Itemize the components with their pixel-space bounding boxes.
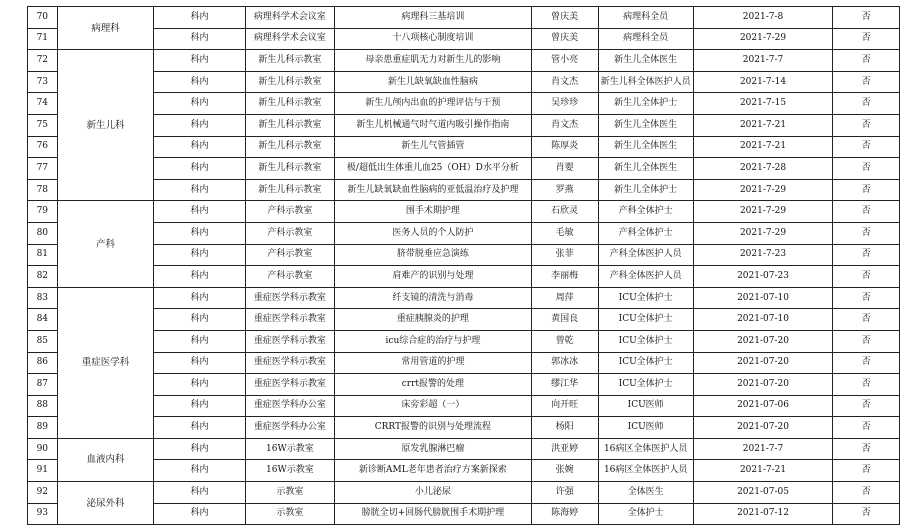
table-row xyxy=(28,266,900,288)
audience-cell: 产科全体护士 xyxy=(598,201,693,223)
row-number-cell: 88 xyxy=(28,395,58,417)
topic-cell: icu综合症的治疗与护理 xyxy=(335,330,531,352)
row-number-cell: 73 xyxy=(28,71,58,93)
audience-cell: 病理科全员 xyxy=(598,7,693,29)
department-cell: 泌尿外科 xyxy=(57,482,154,525)
speaker-cell: 张菲 xyxy=(531,244,598,266)
audience-cell: 新生儿全体护士 xyxy=(598,179,693,201)
audience-cell: 产科全体护士 xyxy=(598,222,693,244)
row-number-cell: 86 xyxy=(28,352,58,374)
audience-cell: ICU全体护士 xyxy=(598,287,693,309)
date-cell: 2021-07-10 xyxy=(693,309,833,331)
flag-cell: 否 xyxy=(833,7,900,29)
speaker-cell: 肖文杰 xyxy=(531,114,598,136)
table-row xyxy=(28,50,900,72)
audience-cell: 产科全体医护人员 xyxy=(598,266,693,288)
table-row xyxy=(28,503,900,525)
audience-cell: 产科全体医护人员 xyxy=(598,244,693,266)
location-cell: 重症医学科办公室 xyxy=(245,417,335,439)
department-cell: 产科 xyxy=(57,201,154,287)
category-cell: 科内 xyxy=(154,266,245,288)
date-cell: 2021-7-8 xyxy=(693,7,833,29)
speaker-cell: 毛敏 xyxy=(531,222,598,244)
speaker-cell: 石欣灵 xyxy=(531,201,598,223)
topic-cell: 脐带脱垂应急演练 xyxy=(335,244,531,266)
category-cell: 科内 xyxy=(154,460,245,482)
date-cell: 2021-07-20 xyxy=(693,330,833,352)
table-row xyxy=(28,71,900,93)
topic-cell: 常用管道的护理 xyxy=(335,352,531,374)
row-number-cell: 76 xyxy=(28,136,58,158)
flag-cell: 否 xyxy=(833,417,900,439)
table-row xyxy=(28,114,900,136)
table-row xyxy=(28,7,900,29)
row-number-cell: 81 xyxy=(28,244,58,266)
topic-cell: 新生儿缺氧缺血性脑病的亚低温治疗及护理 xyxy=(335,179,531,201)
speaker-cell: 向开旺 xyxy=(531,395,598,417)
speaker-cell: 曾乾 xyxy=(531,330,598,352)
row-number-cell: 72 xyxy=(28,50,58,72)
date-cell: 2021-07-20 xyxy=(693,417,833,439)
speaker-cell: 郭冰冰 xyxy=(531,352,598,374)
audience-cell: 新生儿全体医生 xyxy=(598,136,693,158)
speaker-cell: 肖文杰 xyxy=(531,71,598,93)
table-row xyxy=(28,309,900,331)
topic-cell: CRRT报警的识别与处理流程 xyxy=(335,417,531,439)
flag-cell: 否 xyxy=(833,438,900,460)
flag-cell: 否 xyxy=(833,352,900,374)
row-number-cell: 75 xyxy=(28,114,58,136)
category-cell: 科内 xyxy=(154,503,245,525)
table-row xyxy=(28,158,900,180)
date-cell: 2021-7-29 xyxy=(693,222,833,244)
date-cell: 2021-7-28 xyxy=(693,158,833,180)
table-row xyxy=(28,222,900,244)
date-cell: 2021-07-12 xyxy=(693,503,833,525)
location-cell: 新生儿科示教室 xyxy=(245,114,335,136)
audience-cell: 16病区全体医护人员 xyxy=(598,438,693,460)
date-cell: 2021-7-21 xyxy=(693,460,833,482)
category-cell: 科内 xyxy=(154,158,245,180)
category-cell: 科内 xyxy=(154,93,245,115)
department-cell: 血液内科 xyxy=(57,438,154,481)
topic-cell: 新生儿颅内出血的护理评估与干预 xyxy=(335,93,531,115)
flag-cell: 否 xyxy=(833,330,900,352)
category-cell: 科内 xyxy=(154,179,245,201)
table-row xyxy=(28,417,900,439)
flag-cell: 否 xyxy=(833,266,900,288)
topic-cell: 母亲患重症肌无力对新生儿的影响 xyxy=(335,50,531,72)
table-row xyxy=(28,287,900,309)
table-row xyxy=(28,352,900,374)
location-cell: 新生儿科示教室 xyxy=(245,179,335,201)
flag-cell: 否 xyxy=(833,114,900,136)
location-cell: 重症医学科办公室 xyxy=(245,395,335,417)
speaker-cell: 肖婴 xyxy=(531,158,598,180)
location-cell: 新生儿科示教室 xyxy=(245,158,335,180)
row-number-cell: 78 xyxy=(28,179,58,201)
location-cell: 病理科学术会议室 xyxy=(245,7,335,29)
row-number-cell: 93 xyxy=(28,503,58,525)
date-cell: 2021-7-29 xyxy=(693,28,833,50)
topic-cell: 新生儿缺氧缺血性脑病 xyxy=(335,71,531,93)
topic-cell: 医务人员的个人防护 xyxy=(335,222,531,244)
date-cell: 2021-7-15 xyxy=(693,93,833,115)
category-cell: 科内 xyxy=(154,438,245,460)
date-cell: 2021-07-20 xyxy=(693,352,833,374)
audience-cell: 病理科全员 xyxy=(598,28,693,50)
audience-cell: 新生儿科全体医护人员 xyxy=(598,71,693,93)
table-row xyxy=(28,136,900,158)
table-row xyxy=(28,438,900,460)
topic-cell: 原发乳腺淋巴瘤 xyxy=(335,438,531,460)
flag-cell: 否 xyxy=(833,93,900,115)
location-cell: 示教室 xyxy=(245,503,335,525)
flag-cell: 否 xyxy=(833,460,900,482)
category-cell: 科内 xyxy=(154,309,245,331)
table-row xyxy=(28,244,900,266)
flag-cell: 否 xyxy=(833,158,900,180)
category-cell: 科内 xyxy=(154,28,245,50)
flag-cell: 否 xyxy=(833,50,900,72)
date-cell: 2021-7-23 xyxy=(693,244,833,266)
topic-cell: 病理科三基培训 xyxy=(335,7,531,29)
category-cell: 科内 xyxy=(154,222,245,244)
flag-cell: 否 xyxy=(833,179,900,201)
location-cell: 重症医学科示教室 xyxy=(245,287,335,309)
flag-cell: 否 xyxy=(833,222,900,244)
date-cell: 2021-7-21 xyxy=(693,136,833,158)
audience-cell: ICU医师 xyxy=(598,395,693,417)
speaker-cell: 缪江华 xyxy=(531,374,598,396)
audience-cell: 全体护士 xyxy=(598,503,693,525)
category-cell: 科内 xyxy=(154,71,245,93)
location-cell: 重症医学科示教室 xyxy=(245,309,335,331)
date-cell: 2021-07-20 xyxy=(693,374,833,396)
department-cell: 重症医学科 xyxy=(57,287,154,438)
date-cell: 2021-07-10 xyxy=(693,287,833,309)
location-cell: 重症医学科示教室 xyxy=(245,352,335,374)
row-number-cell: 71 xyxy=(28,28,58,50)
table-row xyxy=(28,395,900,417)
speaker-cell: 李丽梅 xyxy=(531,266,598,288)
flag-cell: 否 xyxy=(833,201,900,223)
audience-cell: ICU全体护士 xyxy=(598,374,693,396)
flag-cell: 否 xyxy=(833,482,900,504)
location-cell: 产科示教室 xyxy=(245,266,335,288)
topic-cell: 肩难产的识别与处理 xyxy=(335,266,531,288)
date-cell: 2021-7-7 xyxy=(693,438,833,460)
audience-cell: 新生儿全体医生 xyxy=(598,114,693,136)
audience-cell: 新生儿全体医生 xyxy=(598,158,693,180)
topic-cell: 十八项核心制度培训 xyxy=(335,28,531,50)
row-number-cell: 89 xyxy=(28,417,58,439)
category-cell: 科内 xyxy=(154,395,245,417)
row-number-cell: 77 xyxy=(28,158,58,180)
location-cell: 16W示教室 xyxy=(245,460,335,482)
location-cell: 示教室 xyxy=(245,482,335,504)
table-row xyxy=(28,179,900,201)
audience-cell: 新生儿全体护士 xyxy=(598,93,693,115)
speaker-cell: 周萍 xyxy=(531,287,598,309)
topic-cell: 极/超低出生体重儿血25（OH）D水平分析 xyxy=(335,158,531,180)
date-cell: 2021-7-21 xyxy=(693,114,833,136)
audience-cell: ICU全体护士 xyxy=(598,309,693,331)
location-cell: 产科示教室 xyxy=(245,222,335,244)
speaker-cell: 罗燕 xyxy=(531,179,598,201)
category-cell: 科内 xyxy=(154,50,245,72)
topic-cell: 围手术期护理 xyxy=(335,201,531,223)
row-number-cell: 82 xyxy=(28,266,58,288)
topic-cell: 膀胱全切+回肠代膀胱围手术期护理 xyxy=(335,503,531,525)
audience-cell: 新生儿全体医生 xyxy=(598,50,693,72)
audience-cell: 16病区全体医护人员 xyxy=(598,460,693,482)
row-number-cell: 92 xyxy=(28,482,58,504)
speaker-cell: 黄国良 xyxy=(531,309,598,331)
category-cell: 科内 xyxy=(154,417,245,439)
speaker-cell: 吴珍珍 xyxy=(531,93,598,115)
table-row xyxy=(28,482,900,504)
row-number-cell: 91 xyxy=(28,460,58,482)
speaker-cell: 陈厚炎 xyxy=(531,136,598,158)
location-cell: 新生儿科示教室 xyxy=(245,50,335,72)
flag-cell: 否 xyxy=(833,28,900,50)
flag-cell: 否 xyxy=(833,309,900,331)
flag-cell: 否 xyxy=(833,374,900,396)
speaker-cell: 曾庆美 xyxy=(531,28,598,50)
training-schedule-table xyxy=(27,6,900,525)
table-row xyxy=(28,330,900,352)
location-cell: 新生儿科示教室 xyxy=(245,93,335,115)
category-cell: 科内 xyxy=(154,136,245,158)
date-cell: 2021-7-14 xyxy=(693,71,833,93)
date-cell: 2021-07-23 xyxy=(693,266,833,288)
department-cell: 病理科 xyxy=(57,7,154,50)
speaker-cell: 洪亚婷 xyxy=(531,438,598,460)
topic-cell: 床旁彩超（一） xyxy=(335,395,531,417)
topic-cell: 重症胰腺炎的护理 xyxy=(335,309,531,331)
flag-cell: 否 xyxy=(833,244,900,266)
location-cell: 新生儿科示教室 xyxy=(245,71,335,93)
table-row xyxy=(28,460,900,482)
topic-cell: 新生儿气管插管 xyxy=(335,136,531,158)
topic-cell: crrt报警的处理 xyxy=(335,374,531,396)
location-cell: 新生儿科示教室 xyxy=(245,136,335,158)
table-row xyxy=(28,93,900,115)
topic-cell: 新生儿机械通气时气道内吸引操作指南 xyxy=(335,114,531,136)
speaker-cell: 许强 xyxy=(531,482,598,504)
table-row xyxy=(28,28,900,50)
category-cell: 科内 xyxy=(154,352,245,374)
table-row xyxy=(28,374,900,396)
date-cell: 2021-07-05 xyxy=(693,482,833,504)
audience-cell: ICU全体护士 xyxy=(598,330,693,352)
date-cell: 2021-7-29 xyxy=(693,179,833,201)
speaker-cell: 曾庆美 xyxy=(531,7,598,29)
speaker-cell: 陈海婷 xyxy=(531,503,598,525)
category-cell: 科内 xyxy=(154,482,245,504)
row-number-cell: 70 xyxy=(28,7,58,29)
location-cell: 16W示教室 xyxy=(245,438,335,460)
row-number-cell: 90 xyxy=(28,438,58,460)
date-cell: 2021-7-29 xyxy=(693,201,833,223)
topic-cell: 纤支镜的清洗与消毒 xyxy=(335,287,531,309)
location-cell: 重症医学科示教室 xyxy=(245,330,335,352)
category-cell: 科内 xyxy=(154,114,245,136)
row-number-cell: 84 xyxy=(28,309,58,331)
location-cell: 产科示教室 xyxy=(245,244,335,266)
flag-cell: 否 xyxy=(833,71,900,93)
location-cell: 重症医学科示教室 xyxy=(245,374,335,396)
category-cell: 科内 xyxy=(154,374,245,396)
speaker-cell: 张婉 xyxy=(531,460,598,482)
audience-cell: ICU全体护士 xyxy=(598,352,693,374)
topic-cell: 小儿泌尿 xyxy=(335,482,531,504)
category-cell: 科内 xyxy=(154,7,245,29)
date-cell: 2021-07-06 xyxy=(693,395,833,417)
table-row xyxy=(28,201,900,223)
audience-cell: ICU医师 xyxy=(598,417,693,439)
flag-cell: 否 xyxy=(833,136,900,158)
location-cell: 病理科学术会议室 xyxy=(245,28,335,50)
speaker-cell: 管小亮 xyxy=(531,50,598,72)
topic-cell: 新诊断AML老年患者治疗方案新探索 xyxy=(335,460,531,482)
category-cell: 科内 xyxy=(154,330,245,352)
speaker-cell: 杨阳 xyxy=(531,417,598,439)
department-cell: 新生儿科 xyxy=(57,50,154,201)
row-number-cell: 79 xyxy=(28,201,58,223)
flag-cell: 否 xyxy=(833,503,900,525)
audience-cell: 全体医生 xyxy=(598,482,693,504)
flag-cell: 否 xyxy=(833,287,900,309)
category-cell: 科内 xyxy=(154,244,245,266)
row-number-cell: 85 xyxy=(28,330,58,352)
row-number-cell: 80 xyxy=(28,222,58,244)
row-number-cell: 74 xyxy=(28,93,58,115)
date-cell: 2021-7-7 xyxy=(693,50,833,72)
flag-cell: 否 xyxy=(833,395,900,417)
row-number-cell: 87 xyxy=(28,374,58,396)
category-cell: 科内 xyxy=(154,201,245,223)
category-cell: 科内 xyxy=(154,287,245,309)
row-number-cell: 83 xyxy=(28,287,58,309)
location-cell: 产科示教室 xyxy=(245,201,335,223)
